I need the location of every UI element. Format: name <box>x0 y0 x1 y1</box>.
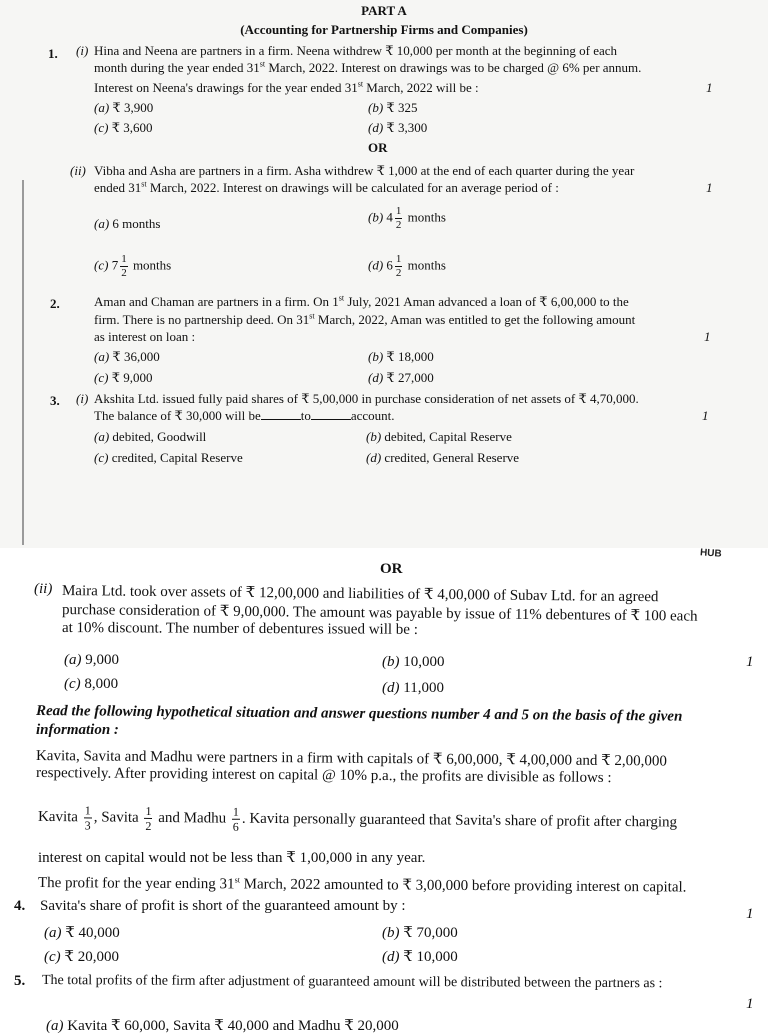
marks-label: 1 <box>706 80 713 95</box>
question-text: The total profits of the firm after adjustment of guaranteed amount will be distributed between the partners as : <box>41 973 663 992</box>
case-paragraph: Kavita, Savita and Madhu were partners in a firm with capitals of ₹ 6,00,000, ₹ 4,00,000 and ₹ 2,00,000 <box>35 748 668 770</box>
case-paragraph: interest on capital would not be less than ₹ 1,00,000 in any year. <box>38 850 426 866</box>
option-c: (c) ₹ 9,000 <box>94 370 153 385</box>
question-text: The balance of ₹ 30,000 will be to account. <box>94 408 395 423</box>
question-number: 3. <box>50 393 60 408</box>
fill-blank <box>311 409 351 420</box>
marks-label: 1 <box>746 654 754 670</box>
sub-question-label: (ii) <box>34 581 53 597</box>
option-b: (b) debited, Capital Reserve <box>366 429 512 444</box>
option-b: (b) ₹ 18,000 <box>368 349 434 364</box>
option-d: (d) ₹ 10,000 <box>382 949 458 965</box>
option-a: (a) ₹ 3,900 <box>94 100 154 115</box>
option-b: (b) ₹ 325 <box>368 100 418 115</box>
marks-label: 1 <box>706 180 713 195</box>
option-a: (a) debited, Goodwill <box>94 429 207 444</box>
question-text: Interest on Neena's drawings for the year ended 31st March, 2022 will be : <box>94 79 479 95</box>
case-intro: Read the following hypothetical situation and answer questions number 4 and 5 on the basis of the given <box>35 703 683 725</box>
option-d: (d) credited, General Reserve <box>366 450 520 465</box>
question-number: 2. <box>50 296 60 311</box>
question-text: purchase consideration of ₹ 9,00,000. The amount was payable by issue of 11% debentures of ₹ 100 each <box>61 602 698 625</box>
option-a: (a) ₹ 36,000 <box>94 349 160 364</box>
option-c: (c) credited, Capital Reserve <box>94 450 243 465</box>
option-d: (d) ₹ 3,300 <box>368 120 428 135</box>
option-c: (c) ₹ 3,600 <box>94 120 153 135</box>
option-b: (b) ₹ 70,000 <box>382 925 458 941</box>
sub-question-label: (i) <box>76 43 89 58</box>
question-number: 1. <box>48 46 58 61</box>
sub-question-label: (i) <box>76 391 89 406</box>
question-text: as interest on loan : <box>94 329 196 344</box>
case-intro: information : <box>36 722 119 738</box>
question-text: Vibha and Asha are partners in a firm. Asha withdrew ₹ 1,000 at the end of each quarter during the year <box>94 163 635 178</box>
fraction: $\frac{1}{6}$ <box>232 804 240 834</box>
question-text: Savita's share of profit is short of the guaranteed amount by : <box>40 898 406 914</box>
sub-question-label: (ii) <box>70 163 86 178</box>
option-d: (d) 11,000 <box>382 680 444 696</box>
fraction: $\frac{1}{2}$ <box>395 205 402 231</box>
option-b: (b) 4 $\frac{1}{2}$ months <box>368 205 446 231</box>
question-text: Akshita Ltd. issued fully paid shares of ₹ 5,00,000 in purchase consideration of net assets of ₹ 4,70,000. <box>94 391 639 406</box>
marks-label: 1 <box>704 329 711 344</box>
option-a: (a) ₹ 40,000 <box>44 925 120 941</box>
fill-blank <box>261 409 301 420</box>
page-scan-bottom <box>0 547 768 1034</box>
option-a: (a) 9,000 <box>64 652 119 668</box>
marks-label: 1 <box>702 408 709 423</box>
option-b: (b) 10,000 <box>382 654 445 670</box>
option-a: (a) Kavita ₹ 60,000, Savita ₹ 40,000 and Madhu ₹ 20,000 <box>46 1018 399 1034</box>
case-paragraph: respectively. After providing interest on capital @ 10% p.a., the profits are divisible as follows : <box>35 765 612 787</box>
marks-label: 1 <box>746 906 754 922</box>
question-text: at 10% discount. The number of debentures issued will be : <box>61 620 418 638</box>
case-paragraph: The profit for the year ending 31st March, 2022 amounted to ₹ 3,00,000 before providing interest on capital. <box>37 875 687 896</box>
or-divider: OR <box>368 140 388 155</box>
question-text: Hina and Neena are partners in a firm. Neena withdrew ₹ 10,000 per month at the beginning of each <box>94 43 618 58</box>
question-number: 5. <box>14 973 26 989</box>
question-text: Maira Ltd. took over assets of ₹ 12,00,000 and liabilities of ₹ 4,00,000 of Subav Ltd. for an agreed <box>61 583 659 606</box>
question-text: firm. There is no partnership deed. On 31st March, 2022, Aman was entitled to get the following amount <box>94 311 636 327</box>
option-c: (c) ₹ 20,000 <box>44 949 119 965</box>
option-c: (c) 7 $\frac{1}{2}$ months <box>94 253 172 279</box>
question-text: month during the year ended 31st March, 2022. Interest on drawings was to be charged @ 6% per annum. <box>94 59 642 75</box>
fraction: $\frac{1}{3}$ <box>84 803 91 833</box>
fraction: $\frac{1}{2}$ <box>145 803 152 833</box>
fraction: $\frac{1}{2}$ <box>395 253 402 279</box>
fraction: $\frac{1}{2}$ <box>121 253 127 279</box>
margin-rule <box>22 180 24 545</box>
marks-label: 1 <box>746 996 754 1012</box>
question-text: Aman and Chaman are partners in a firm. On 1st July, 2021 Aman advanced a loan of ₹ 6,00,000 to the <box>94 293 629 309</box>
option-c: (c) 8,000 <box>64 676 119 692</box>
section-subtitle: (Accounting for Partnership Firms and Companies) <box>240 22 528 37</box>
profit-ratio-line: Kavita $\frac{1}{3}$ , Savita $\frac{1}{2}$ and Madhu $\frac{1}{6}$ . Kavita personally guaranteed that Savita's share of profit after charging <box>37 803 678 834</box>
option-d: (d) 6 $\frac{1}{2}$ months <box>368 253 446 279</box>
option-a: (a) 6 months <box>94 216 161 231</box>
watermark-text: HUB <box>699 547 723 560</box>
question-number: 4. <box>14 898 26 914</box>
or-divider: OR <box>380 561 403 577</box>
part-heading: PART A <box>361 3 407 18</box>
option-d: (d) ₹ 27,000 <box>368 370 434 385</box>
question-text: ended 31st March, 2022. Interest on drawings will be calculated for an average period of : <box>94 179 559 195</box>
